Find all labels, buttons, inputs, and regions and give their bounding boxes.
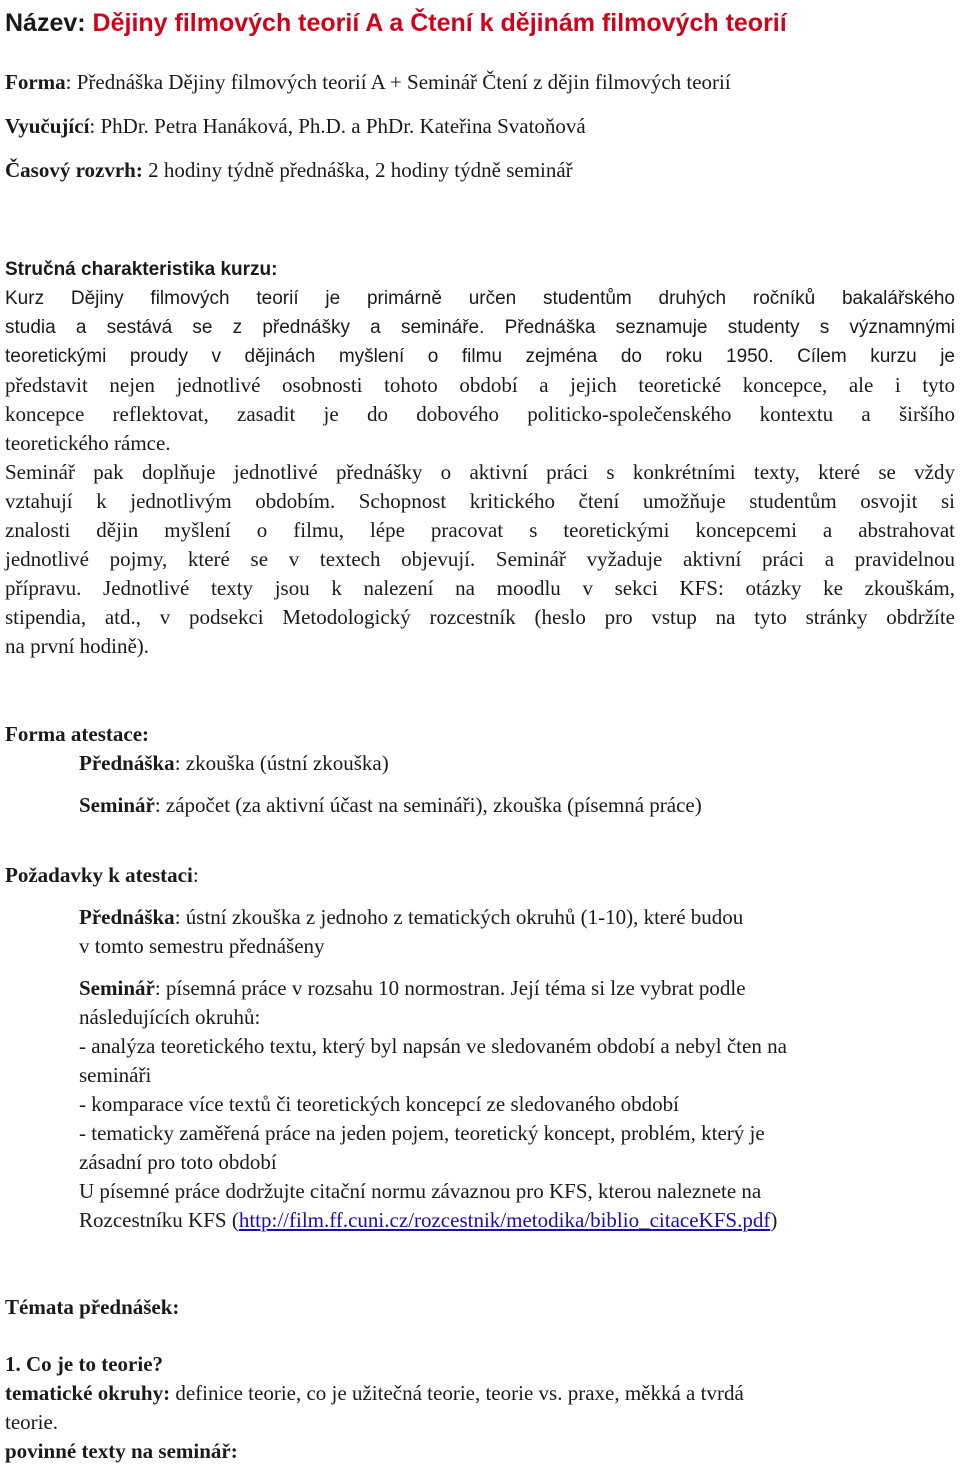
citation-prefix: Rozcestníku KFS ( xyxy=(79,1208,239,1232)
char-line: vztahují k jednotlivým obdobím. Schopnost kritického čtení umožňuje studentům osvojit si xyxy=(5,489,955,513)
pozadavky-seminar-list xyxy=(79,1003,787,1235)
vyucujici-value: : PhDr. Petra Hanáková, Ph.D. a PhDr. Kateřina Svatoňová xyxy=(89,114,586,138)
list-item: - tematicky zaměřená práce na jeden pojem, teoretický koncept, problém, který je xyxy=(79,1121,765,1145)
char-line: stipendia, atd., v podsekci Metodologický rozcestník (heslo pro vstup na tyto stránky obdržíte xyxy=(5,605,955,629)
atestace-seminar-value: : zápočet (za aktivní účast na semináři), zkouška (písemná práce) xyxy=(154,793,702,817)
forma-line xyxy=(5,68,731,97)
rozvrh-line xyxy=(5,156,573,185)
forma-label: Forma xyxy=(5,70,66,94)
char-line: teoretickými proudy v dějinách myšlení o filmu zejména do roku 1950. Cílem kurzu je xyxy=(5,346,955,367)
temata-item1-okruhy xyxy=(5,1379,744,1408)
char-line: Seminář pak doplňuje jednotlivé přednášky o aktivní práci s konkrétními texty, které se vždy xyxy=(5,460,955,484)
char-line: přípravu. Jednotlivé texty jsou k nalezení na moodlu v sekci KFS: otázky ke zkouškám, xyxy=(5,576,955,600)
char-line: teoretického rámce. xyxy=(5,431,171,455)
list-item: semináři xyxy=(79,1063,152,1087)
char-line: představit nejen jednotlivé osobnosti tohoto období a jejich teoretické koncepce, ale i tyto xyxy=(5,373,955,397)
pozadavky-seminar-line1 xyxy=(79,974,746,1003)
title-value: Dějiny filmových teorií A a Čtení k dějinám filmových teorií xyxy=(92,9,787,37)
pozadavky-heading xyxy=(5,861,199,890)
list-item: U písemné práce dodržujte citační normu závaznou pro KFS, kterou naleznete na xyxy=(79,1179,762,1203)
title-label: Název: xyxy=(5,9,93,37)
pozadavky-prednaska-line2: v tomto semestru přednášeny xyxy=(79,934,325,958)
characteristics-heading: Stručná charakteristika kurzu: xyxy=(5,259,278,280)
characteristics-paragraph xyxy=(5,284,955,371)
char-line: na první hodině). xyxy=(5,634,150,658)
temata-item1-texty-label: povinné texty na seminář: xyxy=(5,1439,238,1463)
characteristics-paragraph-serif xyxy=(5,371,955,661)
char-line: jednotlivé pojmy, které se v textech objevují. Seminář vyžaduje aktivní práci a pravidelnou xyxy=(5,547,955,571)
pozadavky-prednaska-text: : ústní zkouška z jednoho z tematických okruhů (1-10), které budou xyxy=(174,905,744,929)
atestace-prednaska-value: : zkouška (ústní zkouška) xyxy=(174,751,389,775)
char-line: studia a sestává se z přednášky a semináře. Přednáška seznamuje studenty s významnými xyxy=(5,317,955,338)
atestace-heading: Forma atestace: xyxy=(5,722,150,746)
atestace-prednaska xyxy=(79,749,389,778)
pozadavky-prednaska-label: Přednáška xyxy=(79,905,175,929)
document-title xyxy=(5,7,787,40)
list-item: následujících okruhů: xyxy=(79,1005,261,1029)
pozadavky-seminar-label: Seminář xyxy=(79,976,155,1000)
atestace-seminar-label: Seminář xyxy=(79,793,155,817)
okruhy-label: tematické okruhy: xyxy=(5,1381,171,1405)
list-item: zásadní pro toto období xyxy=(79,1150,277,1174)
char-line: koncepce reflektovat, zasadit je do dobového politicko-společenského kontextu a širšího xyxy=(5,402,955,426)
vyucujici-label: Vyučující xyxy=(5,114,90,138)
citation-suffix: ) xyxy=(770,1208,778,1232)
pozadavky-heading-colon: : xyxy=(192,863,199,887)
atestace-seminar xyxy=(79,791,702,820)
okruhy-value: definice teorie, co je užitečná teorie, teorie vs. praxe, měkká a tvrdá xyxy=(170,1381,744,1405)
temata-heading: Témata přednášek: xyxy=(5,1295,180,1319)
forma-value: : Přednáška Dějiny filmových teorií A + Seminář Čtení z dějin filmových teorií xyxy=(65,70,731,94)
rozvrh-label: Časový rozvrh: xyxy=(5,158,143,182)
temata-item1-title: 1. Co je to teorie? xyxy=(5,1352,164,1376)
citation-link[interactable]: http://film.ff.cuni.cz/rozcestnik/metodika/biblio_citaceKFS.pdf xyxy=(238,1208,771,1232)
citation-line xyxy=(79,1206,787,1235)
char-line: Kurz Dějiny filmových teorií je primárně určen studentům druhých ročníků bakalářského xyxy=(5,288,955,309)
pozadavky-prednaska-line1 xyxy=(79,903,743,932)
atestace-prednaska-label: Přednáška xyxy=(79,751,175,775)
list-item: - analýza teoretického textu, který byl napsán ve sledovaném období a nebyl čten na xyxy=(79,1034,787,1058)
pozadavky-heading-text: Požadavky k atestaci xyxy=(5,863,193,887)
pozadavky-seminar-text: : písemná práce v rozsahu 10 normostran. Její téma si lze vybrat podle xyxy=(154,976,746,1000)
temata-item1-okruhy-cont: teorie. xyxy=(5,1410,59,1434)
rozvrh-value: 2 hodiny týdně přednáška, 2 hodiny týdně seminář xyxy=(142,158,573,182)
vyucujici-line xyxy=(5,112,586,141)
list-item: - komparace více textů či teoretických koncepcí ze sledovaného období xyxy=(79,1092,679,1116)
char-line: znalosti dějin myšlení o filmu, lépe pracovat s teoretickými koncepcemi a abstrahovat xyxy=(5,518,955,542)
